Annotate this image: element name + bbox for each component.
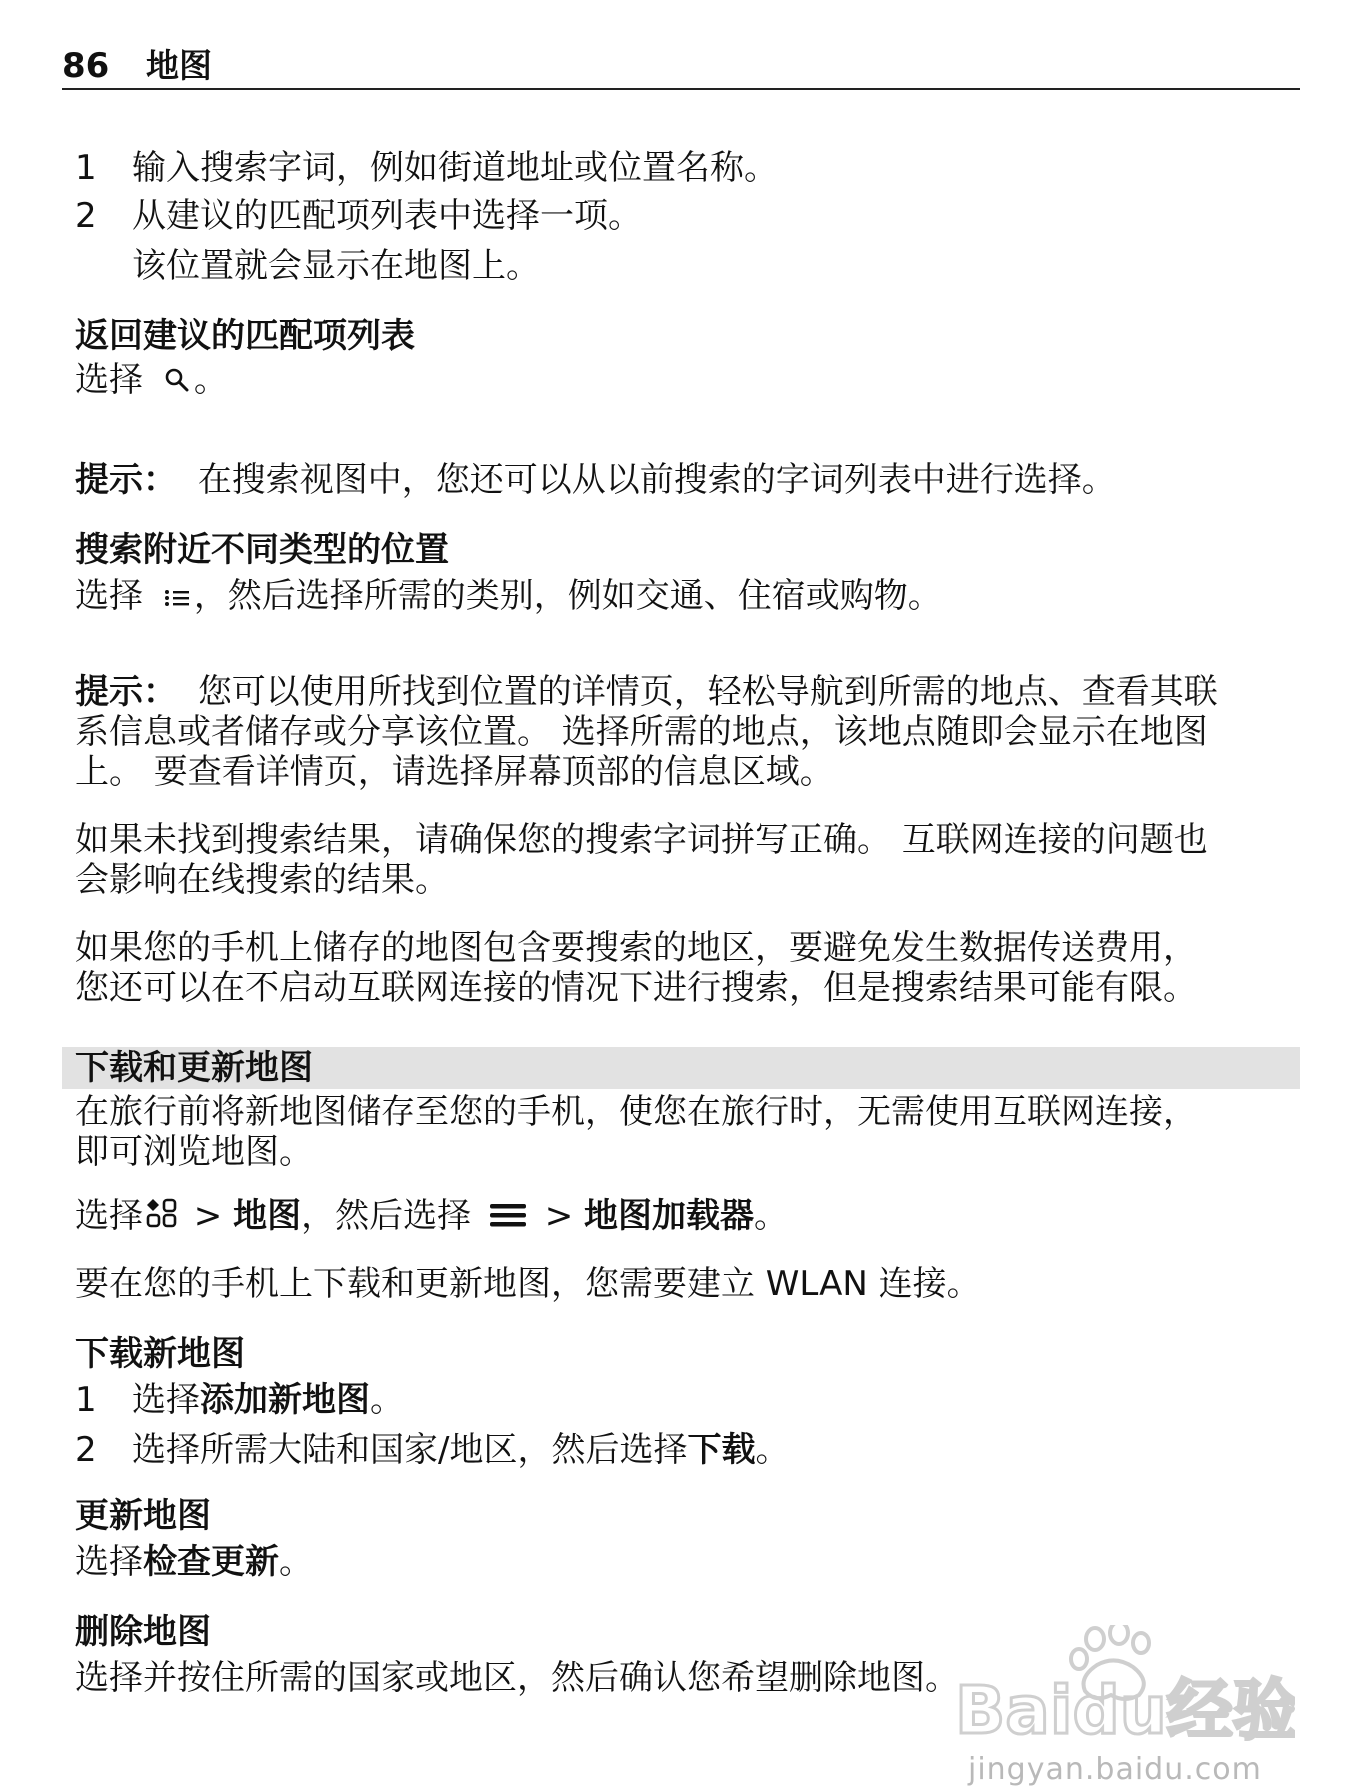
- add-new-map-label: 添加新地图: [200, 1380, 370, 1420]
- delete-heading: 删除地图: [75, 1612, 211, 1652]
- step-number: 1: [75, 1380, 97, 1420]
- no-result-paragraph: [75, 820, 1290, 900]
- nearby-body-suffix: ，然后选择所需的类别，例如交通、住宿或购物。: [193, 576, 942, 616]
- step-text: [132, 1380, 404, 1420]
- search-icon: [164, 362, 190, 402]
- baidu-paw-logo: [955, 1625, 1295, 1755]
- section-title: 下载和更新地图: [75, 1048, 313, 1088]
- paragraph-line: 如果未找到搜索结果，请确保您的搜索字词拼写正确。 互联网连接的问题也: [75, 820, 1208, 860]
- download-heading: 下载新地图: [75, 1334, 245, 1374]
- nearby-body-prefix: 选择: [75, 576, 143, 616]
- path-separator: >: [183, 1196, 234, 1236]
- map-loader-label: 地图加载器: [584, 1196, 755, 1236]
- paragraph-line: 您还可以在不启动互联网连接的情况下进行搜索，但是搜索结果可能有限。: [75, 968, 1197, 1008]
- maps-label: 地图: [233, 1196, 302, 1236]
- paragraph-line: 即可浏览地图。: [75, 1132, 313, 1172]
- paragraph-line: 会影响在线搜索的结果。: [75, 860, 449, 900]
- step-number: 1: [75, 148, 97, 188]
- section-intro: [75, 1092, 1290, 1172]
- page-header: [62, 44, 1300, 90]
- step-text: 从建议的匹配项列表中选择一项。: [132, 196, 642, 236]
- update-suffix: 。: [279, 1542, 313, 1582]
- path-separator: >: [533, 1196, 585, 1236]
- hamburger-menu-icon: [488, 1198, 528, 1238]
- apps-menu-icon: [145, 1197, 179, 1238]
- download-label: 下载: [687, 1430, 756, 1470]
- tip-paragraph: [75, 460, 1290, 500]
- path-suffix: 。: [754, 1196, 789, 1236]
- menu-path-line: [75, 1196, 1290, 1238]
- back-heading: 返回建议的匹配项列表: [75, 316, 415, 356]
- check-updates-label: 检查更新: [143, 1542, 279, 1582]
- tip-line: 上。 要查看详情页，请选择屏幕顶部的信息区域。: [75, 752, 834, 792]
- path-text: ，然后选择: [301, 1196, 482, 1236]
- chapter-title: 地图: [146, 46, 212, 85]
- update-heading: 更新地图: [75, 1496, 211, 1536]
- back-body: [75, 360, 1290, 402]
- back-body-suffix: 。: [193, 360, 228, 400]
- watermark-url: jingyan.baidu.com: [968, 1752, 1262, 1787]
- step-prefix: 选择所需大陆和国家/地区，然后选择: [132, 1430, 688, 1470]
- section-header: [62, 1047, 1300, 1089]
- page-number: 86: [62, 46, 110, 86]
- step-text: [132, 1430, 789, 1470]
- tip-label: 提示：: [75, 672, 177, 712]
- tip-line: 系信息或者储存或分享该位置。 选择所需的地点，该地点随即会显示在地图: [75, 712, 1208, 752]
- offline-paragraph: [75, 928, 1290, 1008]
- step-number: 2: [75, 196, 97, 236]
- nearby-heading: 搜索附近不同类型的位置: [75, 530, 449, 570]
- step-suffix: 。: [370, 1380, 404, 1420]
- path-prefix: 选择: [75, 1196, 143, 1236]
- tip-paragraph: [75, 672, 1290, 792]
- step-text: 输入搜索字词，例如街道地址或位置名称。: [132, 148, 778, 188]
- category-list-icon: [164, 578, 192, 618]
- tip-text: 在搜索视图中，您还可以从以前搜索的字词列表中进行选择。: [197, 460, 1116, 500]
- nearby-body: [75, 576, 1290, 618]
- step-number: 2: [75, 1430, 97, 1470]
- back-body-prefix: 选择: [75, 360, 143, 400]
- paragraph-line: 如果您的手机上储存的地图包含要搜索的地区，要避免发生数据传送费用，: [75, 928, 1197, 968]
- update-prefix: 选择: [75, 1542, 143, 1582]
- delete-body: 选择并按住所需的国家或地区，然后确认您希望删除地图。: [75, 1658, 959, 1698]
- step-prefix: 选择: [132, 1380, 200, 1420]
- step-suffix: 。: [755, 1430, 790, 1470]
- tip-line: 您可以使用所找到位置的详情页，轻松导航到所需的地点、查看其联: [197, 672, 1218, 712]
- wlan-line: 要在您的手机上下载和更新地图，您需要建立 WLAN 连接。: [75, 1264, 981, 1304]
- watermark-brand: Baidu经验: [955, 1672, 1295, 1749]
- tip-label: 提示：: [75, 460, 177, 500]
- update-body: [75, 1542, 1290, 1582]
- step-note: 该位置就会显示在地图上。: [132, 246, 540, 286]
- paragraph-line: 在旅行前将新地图储存至您的手机，使您在旅行时，无需使用互联网连接，: [75, 1092, 1197, 1132]
